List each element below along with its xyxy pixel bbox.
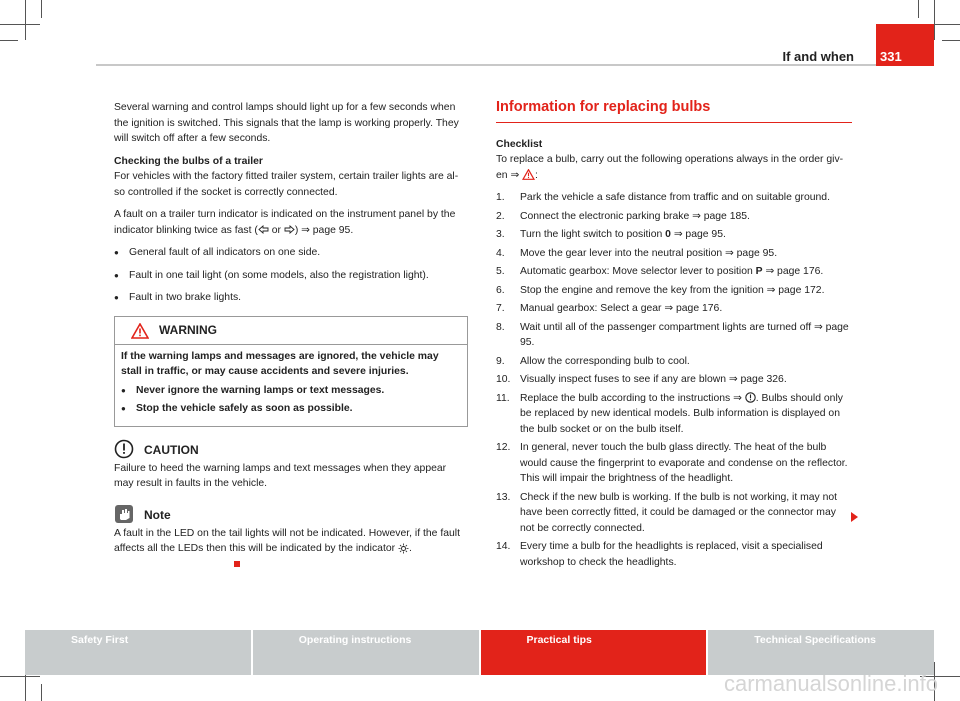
step-text: Move the gear lever into the neutral position ⇒ page 95.: [520, 247, 778, 259]
step-bold: P: [755, 266, 763, 277]
trailer-indicator-icon: [398, 543, 409, 554]
footer-nav: [25, 630, 934, 675]
list-item: [496, 354, 852, 370]
checklist-intro: To replace a bulb, carry out the following operations always in the order giv-en ⇒ :: [496, 154, 844, 181]
step-bold: 0: [665, 229, 671, 240]
step-text-a: Automatic gearbox: Move selector lever to position: [520, 266, 756, 277]
warning-text: If the warning lamps and messages are ignored, the vehicle may stall in traffic, or may cause accidents and severe injuries.: [121, 350, 439, 377]
step-text-a: Replace the bulb according to the instructions ⇒: [520, 392, 742, 404]
step-number: 10.: [496, 374, 511, 385]
step-number: 11.: [496, 392, 510, 404]
indicator-or: or: [268, 224, 284, 236]
page-number: 331: [880, 49, 902, 64]
step-number: 7.: [496, 303, 505, 314]
list-item: [496, 391, 852, 438]
note-block: [114, 504, 468, 573]
indicator-text-a: A fault on a trailer turn indicator is indicated on the instrument panel by the indicator blinking twice as fast (: [114, 209, 456, 236]
list-item: [496, 264, 852, 280]
list-item: [496, 190, 852, 206]
right-column: [496, 100, 852, 573]
step-number: 5.: [496, 266, 505, 277]
step-text: Every time a bulb for the headlights is replaced, visit a specialised workshop to check the headlights.: [520, 541, 823, 568]
step-text: Stop the engine and remove the key from the ignition ⇒ page 172.: [520, 284, 825, 296]
tab-operating-instructions[interactable]: Operating instructions: [253, 630, 479, 675]
step-text: [520, 227, 726, 243]
header-rule: [96, 64, 934, 66]
warning-box: [114, 316, 468, 427]
tab-practical-tips[interactable]: Practical tips: [481, 630, 707, 675]
step-number: 3.: [496, 229, 505, 240]
crop-mark: [0, 24, 40, 25]
list-item: [496, 209, 852, 225]
step-text: [520, 264, 823, 280]
note-title: Note: [144, 508, 171, 522]
step-text: In general, never touch the bulb glass directly. The heat of the bulb would cause the fingerprint to evaporate and condense on the reflector. This will impair the brightness of the headlight.: [520, 442, 848, 484]
tab-safety-first[interactable]: Safety First: [25, 630, 251, 675]
warning-title: WARNING: [159, 322, 217, 337]
crop-mark: [25, 0, 26, 40]
step-text: Check if the new bulb is working. If the bulb is not working, it may not have been correctly fitted, it could be damaged or the connector may not be correctly connected.: [520, 491, 838, 534]
list-item: [496, 246, 852, 262]
list-item: [496, 301, 852, 317]
step-number: 14.: [496, 541, 511, 552]
crop-mark: [942, 40, 960, 41]
checklist-intro-text: To replace a bulb, carry out the following operations always in the order giv-en ⇒: [496, 154, 844, 181]
caution-icon: [114, 439, 134, 459]
watermark: carmanualsonline.info: [723, 671, 938, 696]
step-text-b: ⇒ page 176.: [762, 266, 824, 277]
caution-text: Failure to heed the warning lamps and text messages when they appear may result in faults in the vehicle.: [114, 462, 447, 489]
crop-mark: [41, 684, 42, 701]
note-text: A fault in the LED on the tail lights will not be indicated. However, if the fault affects all the LEDs then this will be indicated by the indicator: [114, 527, 460, 554]
list-item: [496, 490, 852, 537]
step-number: 2.: [496, 210, 505, 222]
step-text-b: ⇒ page 95.: [670, 229, 726, 240]
crop-mark: [934, 0, 935, 40]
list-item: [496, 283, 852, 299]
list-item: ● General fault of all indicators on one side.: [114, 245, 468, 261]
checklist-steps: [496, 190, 852, 570]
caution-icon: [745, 392, 756, 403]
warning-triangle-icon: [131, 323, 149, 339]
warning-list: [121, 383, 457, 417]
indicator-left-icon: [258, 225, 269, 234]
continue-arrow-icon: [851, 512, 858, 522]
warning-triangle-icon: [522, 169, 535, 180]
step-number: 8.: [496, 321, 505, 333]
step-number: 1.: [496, 192, 505, 203]
section-end-marker: [234, 561, 240, 567]
list-item: ● Never ignore the warning lamps or text messages.: [121, 383, 457, 399]
step-number: 6.: [496, 284, 505, 296]
caution-title: CAUTION: [144, 443, 199, 457]
step-number: 4.: [496, 247, 505, 259]
step-text-b: . Bulbs should only be replaced by new identical models. Bulb information is displayed on the bulb socket or on the bulb itself.: [520, 392, 843, 435]
step-text: Manual gearbox: Select a gear ⇒ page 176.: [520, 303, 723, 314]
step-text-a: Turn the light switch to position: [520, 229, 666, 240]
fault-list: [114, 245, 468, 306]
trailer-paragraph: For vehicles with the factory fitted trailer system, certain trailer lights are al-so controlled if the socket is correctly connected.: [114, 171, 459, 198]
step-text: Connect the electronic parking brake ⇒ page 185.: [520, 210, 750, 222]
list-item: [496, 320, 852, 351]
list-item: [496, 539, 852, 570]
crop-mark: [918, 0, 919, 18]
list-item: ● Stop the vehicle safely as soon as possible.: [121, 401, 457, 417]
list-item: ● Fault in two brake lights.: [114, 290, 468, 306]
tab-technical-specifications[interactable]: Technical Specifications: [708, 630, 934, 675]
crop-mark: [0, 676, 40, 677]
caution-block: [114, 439, 468, 492]
crop-mark: [0, 40, 18, 41]
checklist-heading: Checklist: [496, 138, 543, 150]
step-text: Wait until all of the passenger compartment lights are turned off ⇒ page 95.: [520, 321, 849, 348]
caution-header: [114, 439, 468, 459]
indicator-paragraph: [114, 207, 468, 238]
step-text: [520, 391, 852, 438]
step-number: 13.: [496, 491, 511, 503]
step-number: 9.: [496, 355, 505, 367]
step-text: Visually inspect fuses to see if any are blown ⇒ page 326.: [520, 374, 787, 385]
step-number: 12.: [496, 442, 511, 453]
indicator-text-b: ) ⇒ page 95.: [294, 224, 354, 236]
step-text: Allow the corresponding bulb to cool.: [520, 355, 690, 367]
list-item: ● Fault in one tail light (on some models, also the registration light).: [114, 268, 468, 284]
step-text: Park the vehicle a safe distance from traffic and on suitable ground.: [520, 192, 830, 203]
intro-paragraph: Several warning and control lamps should light up for a few seconds when the ignition is switched. This signals that the lamp is working properly. They will switch off after a few seconds.: [114, 102, 459, 144]
list-item: [496, 440, 852, 487]
indicator-right-icon: [284, 225, 295, 234]
note-hand-icon: [114, 504, 134, 524]
trailer-heading: Checking the bulbs of a trailer: [114, 155, 263, 167]
page-title: If and when: [782, 49, 854, 64]
list-item: [496, 372, 852, 388]
crop-mark: [41, 0, 42, 18]
section-title: Information for replacing bulbs: [496, 100, 852, 123]
note-paragraph: A fault in the LED on the tail lights will not be indicated. However, if the fault affects all the LEDs then this will be indicated by the indicator .: [114, 526, 468, 573]
warning-header: [115, 317, 467, 345]
left-column: [114, 100, 468, 579]
warning-body: [115, 345, 467, 426]
note-header: [114, 504, 468, 524]
list-item: [496, 227, 852, 243]
